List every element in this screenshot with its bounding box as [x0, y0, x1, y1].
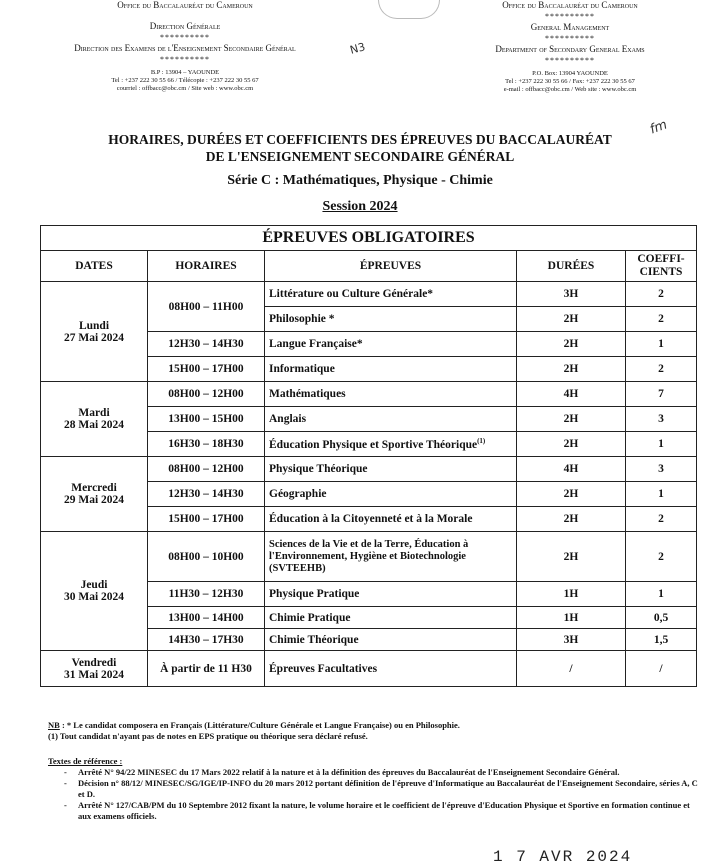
col-durees: DURÉES	[517, 251, 626, 282]
coef-cell: 1,5	[626, 629, 697, 651]
time-cell: 12H30 – 14H30	[148, 332, 265, 357]
coef-cell: 1	[626, 432, 697, 457]
time-cell: 08H00 – 12H00	[148, 382, 265, 407]
subject-cell: Épreuves Facultatives	[265, 651, 517, 687]
coef-cell: 2	[626, 532, 697, 582]
duration-cell: /	[517, 651, 626, 687]
date-stamp: 1 7 AVR 2024	[493, 848, 633, 866]
day-cell-jeudi	[41, 532, 148, 651]
col-coef-part2: CIENTS	[639, 266, 683, 278]
header-right	[430, 0, 710, 94]
subject-cell: Mathématiques	[265, 382, 517, 407]
duration-cell: 2H	[517, 307, 626, 332]
header-left	[20, 0, 350, 93]
duration-cell: 2H	[517, 357, 626, 382]
time-cell: 16H30 – 18H30	[148, 432, 265, 457]
duration-cell: 2H	[517, 507, 626, 532]
time-cell: 14H30 – 17H30	[148, 629, 265, 651]
notes-block	[48, 720, 698, 742]
day-date: 31 Mai 2024	[63, 668, 125, 681]
footnote-marker: (1)	[477, 437, 486, 446]
day-name: Jeudi	[80, 579, 108, 591]
col-coef-part1: COEFFI-	[637, 253, 685, 265]
coef-cell: /	[626, 651, 697, 687]
coef-cell: 2	[626, 357, 697, 382]
subject-cell: Chimie Théorique	[265, 629, 517, 651]
table-row	[41, 651, 697, 687]
time-cell: 13H00 – 14H00	[148, 607, 265, 629]
day-name: Lundi	[78, 319, 110, 332]
separator-stars: **********	[545, 56, 595, 65]
note-1: (1) Tout candidat n'ayant pas de notes en EPS pratique ou théorique sera déclaré refusé.	[48, 731, 368, 741]
title-line-1: HORAIRES, DURÉES ET COEFFICIENTS DES ÉPREUVES DU BACCALAURÉAT	[108, 132, 612, 147]
series-title: Série C : Mathématiques, Physique - Chimie	[227, 173, 493, 188]
coef-cell: 3	[626, 407, 697, 432]
time-cell: 08H00 – 11H00	[148, 282, 265, 332]
day-cell-vendredi	[41, 651, 148, 687]
duration-cell: 1H	[517, 607, 626, 629]
reference-item: - Décision n° 88/12/ MINESEC/SG/IGE/IP-INFO du 20 mars 2012 portant définition de l'épreuve d'Informatique au Baccalauréat de l'Enseignement Secondaire, séries A, C et D.	[78, 778, 698, 800]
coef-cell: 7	[626, 382, 697, 407]
coef-cell: 1	[626, 582, 697, 607]
day-cell-lundi	[41, 282, 148, 382]
handwritten-initial: fm	[647, 117, 670, 138]
reference-item: - Arrêté N° 94/22 MINESEC du 17 Mars 2022 relatif à la nature et à la définition des épreuves du Baccalauréat de l'Enseignement Secondaire Général.	[78, 767, 698, 778]
separator-stars: **********	[160, 33, 210, 42]
subject-cell: Physique Théorique	[265, 457, 517, 482]
duration-cell: 2H	[517, 407, 626, 432]
day-date: 29 Mai 2024	[63, 494, 125, 506]
subject-cell: Anglais	[265, 407, 517, 432]
session-title: Session 2024	[322, 199, 398, 214]
duration-cell: 2H	[517, 332, 626, 357]
subject-cell: Littérature ou Culture Générale*	[265, 282, 517, 307]
address-en: P.O. Box: 13904 YAOUNDE	[532, 70, 608, 77]
coef-cell: 0,5	[626, 607, 697, 629]
separator-stars: **********	[545, 34, 595, 43]
coef-cell: 2	[626, 507, 697, 532]
references-title: Textes de référence :	[48, 756, 123, 766]
references-list	[48, 767, 698, 822]
coef-cell: 2	[626, 307, 697, 332]
handwritten-number: N3	[348, 40, 367, 57]
schedule-table	[40, 225, 697, 687]
separator-stars: **********	[160, 55, 210, 64]
day-date: 28 Mai 2024	[63, 419, 125, 431]
time-cell: 15H00 – 17H00	[148, 357, 265, 382]
duration-cell: 4H	[517, 457, 626, 482]
col-coefficients	[626, 251, 697, 282]
day-date: 27 Mai 2024	[63, 331, 125, 344]
time-cell: À partir de 11 H30	[148, 651, 265, 687]
table-row	[41, 382, 697, 407]
coef-cell: 2	[626, 282, 697, 307]
day-date: 30 Mai 2024	[63, 591, 125, 603]
duration-cell: 2H	[517, 482, 626, 507]
time-cell: 13H00 – 15H00	[148, 407, 265, 432]
col-dates: DATES	[41, 251, 148, 282]
coef-cell: 1	[626, 482, 697, 507]
subject-cell: Informatique	[265, 357, 517, 382]
subject-cell: Chimie Pratique	[265, 607, 517, 629]
table-row	[41, 532, 697, 582]
references-block	[48, 756, 698, 822]
separator-stars: **********	[545, 12, 595, 21]
duration-cell: 3H	[517, 282, 626, 307]
title-line-2: DE L'ENSEIGNEMENT SECONDAIRE GÉNÉRAL	[205, 149, 515, 164]
col-epreuves: ÉPREUVES	[265, 251, 517, 282]
subject-cell: Langue Française*	[265, 332, 517, 357]
time-cell: 12H30 – 14H30	[148, 482, 265, 507]
col-horaires: HORAIRES	[148, 251, 265, 282]
subject-cell: Sciences de la Vie et de la Terre, Éducation à l'Environnement, Hygiène et Biotechnologie (SVTEEHB)	[265, 532, 517, 582]
subject-text: Éducation Physique et Sportive Théorique	[269, 438, 478, 451]
day-cell-mercredi	[41, 457, 148, 532]
subject-cell: Géographie	[265, 482, 517, 507]
table-heading: ÉPREUVES OBLIGATOIRES	[41, 226, 697, 251]
reference-item: - Arrêté N° 127/CAB/PM du 10 Septembre 2012 fixant la nature, le volume horaire et le coefficient de l'épreuve d'Education Physique et Sportive en formation continue et aux examens officiels.	[78, 800, 698, 822]
nb-label: NB	[48, 720, 60, 730]
note-nb	[48, 720, 698, 731]
time-cell: 08H00 – 10H00	[148, 532, 265, 582]
web-en: e-mail : offbacc@obc.cm / Web site : www.obc.cm	[503, 86, 637, 93]
division-name: Direction des Examens de l'Enseignement Secondaire Général	[74, 43, 296, 53]
time-cell: 15H00 – 17H00	[148, 507, 265, 532]
office-name-en: Office du Baccalauréat du Cameroun	[502, 0, 638, 10]
time-cell: 11H30 – 12H30	[148, 582, 265, 607]
table-row	[41, 457, 697, 482]
table-row	[41, 282, 697, 307]
duration-cell: 2H	[517, 432, 626, 457]
day-name: Mercredi	[71, 482, 117, 494]
duration-cell: 1H	[517, 582, 626, 607]
direction-name: Direction Générale	[149, 21, 221, 31]
subject-cell: Éducation à la Citoyenneté et à la Morale	[265, 507, 517, 532]
day-name: Mardi	[78, 407, 110, 419]
address: B.P : 13904 – YAOUNDE	[150, 69, 220, 76]
web: courriel : offbacc@obc.cm / Site web : www.obc.cm	[116, 85, 254, 92]
duration-cell: 4H	[517, 382, 626, 407]
phone-en: Tel : +237 222 30 55 66 / Fax: +237 222 30 55 67	[505, 78, 635, 85]
day-name: Vendredi	[71, 656, 117, 669]
subject-cell: Philosophie *	[265, 307, 517, 332]
office-name: Office du Baccalauréat du Cameroun	[117, 0, 253, 10]
department-name: Department of Secondary General Exams	[495, 44, 645, 54]
subject-cell: Physique Pratique	[265, 582, 517, 607]
document-title	[0, 131, 720, 165]
time-cell: 08H00 – 12H00	[148, 457, 265, 482]
subject-cell	[265, 432, 517, 457]
day-cell-mardi	[41, 382, 148, 457]
duration-cell: 3H	[517, 629, 626, 651]
duration-cell: 2H	[517, 532, 626, 582]
coef-cell: 1	[626, 332, 697, 357]
phone: Tel : +237 222 30 55 66 / Télécopie : +237 222 30 55 67	[111, 77, 259, 84]
coef-cell: 3	[626, 457, 697, 482]
table-header-row	[41, 251, 697, 282]
management-name: General Management	[530, 22, 610, 32]
nb-text: : * Le candidat composera en Français (Littérature/Culture Générale et Langue Française) ou en Philosophie.	[59, 720, 460, 730]
